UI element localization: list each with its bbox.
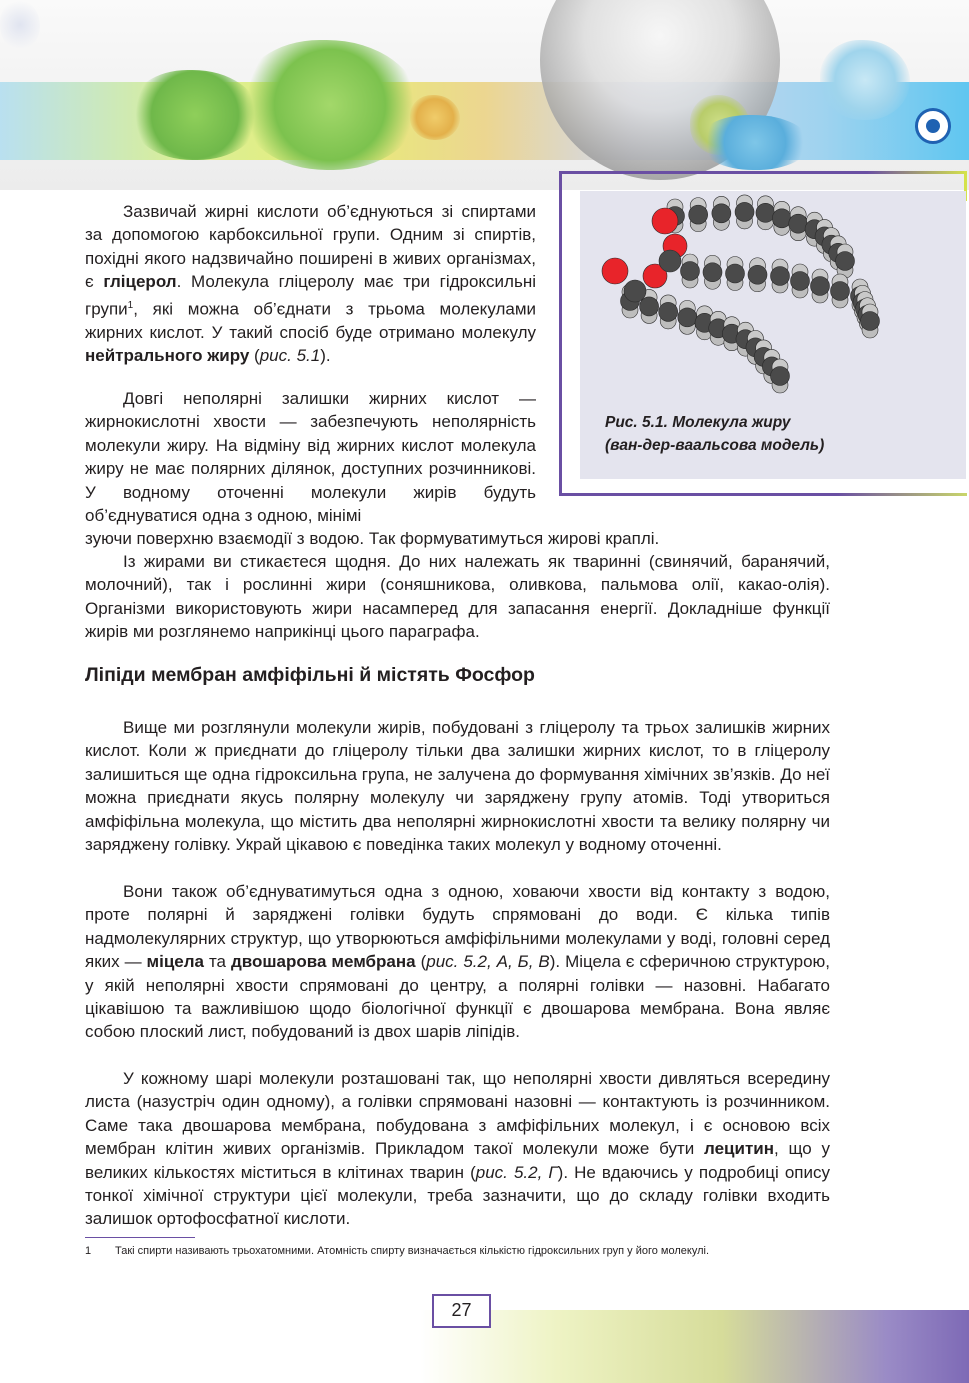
protein-cluster-illustration [0,0,40,50]
carbon-atom [771,267,790,286]
section-paragraph-3 [85,1067,830,1231]
intro-p1-run: ). [320,346,331,366]
carbon-atom [831,282,850,301]
footnote-divider [85,1237,195,1238]
figure-caption: Рис. 5.1. Молекула жиру (ван-дер-ваальсова модель) [605,414,825,454]
intro-p1-run: 1 [127,299,134,311]
section-p3-run: лецитин [704,1139,775,1159]
section-p2-run: ). Міцела є сферичною структурою, у якій неполярні хвости спрямовані до центру, а полярні голівки — назовні. Набагато цікавішою та важливішою щодо біологічної функції є двошарова мембрана. Вона являє собою плоский лист, побудований із двох шарів ліпідів. [85,952,831,1042]
oxygen-atom [652,208,678,234]
section-p2-run: міцела [146,952,205,972]
footnote-text: Такі спирти називають трьохатомними. Атомність спирту визначається кількістю гідроксильних груп у його молекулі. [115,1245,710,1257]
footer-gradient-band [420,1310,969,1383]
footnote-number: 1 [85,1245,92,1257]
carbon-atom [735,202,754,221]
carbon-atom [861,312,880,331]
section-p2-run: рис. 5.2, А, Б, В [426,952,550,972]
carbon-atom [712,204,731,223]
target-icon [915,108,951,144]
intro-p1-run: . Молекула гліцеролу має три гідроксильні групи [85,272,536,319]
section-p2-run: двошарова мембрана [230,952,416,972]
oxygen-atom [602,258,628,284]
section-p3-run: ). Не вдаючись у подробиці опису тонкої хімічної структури цієї молекули, треба зазначити, що до складу голівки входить залишок ортофосфатної кислоти. [85,1162,830,1229]
intro-paragraph-2: Довгі неполярні залишки жирних кислот — жирнокислотні хвости — забезпечують неполярність молекули жиру. На відміну від жирних кислот молекула жиру не має полярних ділянок, доступних розчинникові. У водному оточенні молекули жирів будуть об’єднуватися одна з одною, мінімі [85,389,536,526]
intro-p1-run: гліцерол [103,272,177,292]
protein-cluster-illustration [410,95,460,140]
carbon-atom [726,264,745,283]
intro-paragraph-3: Із жирами ви стикаєтеся щодня. До них належать як тваринні (свинячий, баранячий, молочний), так і рослинні жири (соняшникова, оливкова, пальмова олії, какао-олія). Організми використовують жири насамперед для запасання енергії. Докладніше функції жирів ми розглянемо наприкінці цього параграфа. [85,552,830,642]
carbon-atom [836,252,855,271]
section-p3-run: У кожному шарі молекули розташовані так, що неполярні хвости дивляться всередину листа (назустріч один одному), а голівки спрямовані назовні — контактують із розчинником. Саме така двошарова мембрана, побудована з амфіфільних молекул, і є основою всіх мембран клітин живих організмів. Прикладом такої молекули може бути [85,1069,830,1159]
intro-p1-run: ( [249,346,260,366]
section-p2-run: Вони також об’єднуватимуться одна з одною, ховаючи хвости від контакту з водою, проте полярні й заряджені голівки будуть спрямовані до води. Є кілька типів надмолекулярних структур, що утворюються амфіфільними молекулами у воді, головні серед яких — [85,882,830,972]
section-p3-run: , що у великих кількостях міститься в клітинах тварин ( [85,1139,830,1182]
carbon-atom [624,280,646,302]
section-paragraph-2 [85,880,830,1044]
protein-cluster-illustration [820,40,910,120]
carbon-atom [640,297,659,316]
carbon-atom [659,250,681,272]
carbon-atom [659,302,678,321]
fat-molecule-illustration [580,191,966,401]
carbon-atom [703,263,722,282]
intro-paragraph-2-end: зуючи поверхню взаємодії з водою. Так формуватимуться жирові краплі. [85,529,660,548]
section-heading: Ліпіди мембран амфіфільні й містять Фосфор [85,664,535,686]
intro-p1-run: Зазвичай жирні кислоти об’єднуються зі спиртами за допомогою карбоксильної групи. Одним зі спиртів, похідні якого надзвичайно поширені в живих організмах, є [85,202,536,292]
section-paragraph-1: Вище ми розглянули молекули жирів, побудовані з гліцеролу та трьох залишків жирних кислот. Коли ж приєднати до гліцеролу тільки два залишки жирних кислот, то в гліцеролу залишиться ще одна гідроксильна група, не залучена до формування хімічних зв’язків. До неї можна приєднати якусь полярну молекулу чи заряджену групу атомів. Тоді утвориться амфіфільна молекула, що містить два неполярні жирнокислотні хвости та велику полярну чи заряджену голівку. Украй цікавою є поведінка таких молекул у водному оточенні. [85,718,830,855]
carbon-atom [681,262,700,281]
intro-p1-run: рис. 5.1 [259,346,321,366]
figure-5-1 [559,171,967,496]
carbon-atom [678,308,697,327]
carbon-atom [791,272,810,291]
protein-cluster-illustration [700,115,810,170]
section-p2-run: ( [415,952,427,972]
header-banner [0,0,969,190]
carbon-atom [811,277,830,296]
intro-p1-run: , які можна об’єднати з трьома молекулами жирних кислот. У такий спосіб буде отримано молекулу [85,299,536,342]
protein-cluster-illustration [240,40,420,170]
section-p3-run: рис. 5.2, Г [475,1162,558,1182]
intro-p1-run: нейтрального жиру [85,346,250,366]
carbon-atom [689,205,708,224]
page-number: 27 [432,1294,491,1328]
intro-paragraph-1 [85,200,536,368]
carbon-atom [748,265,767,284]
carbon-atom [771,367,790,386]
section-p2-run: та [204,952,231,972]
